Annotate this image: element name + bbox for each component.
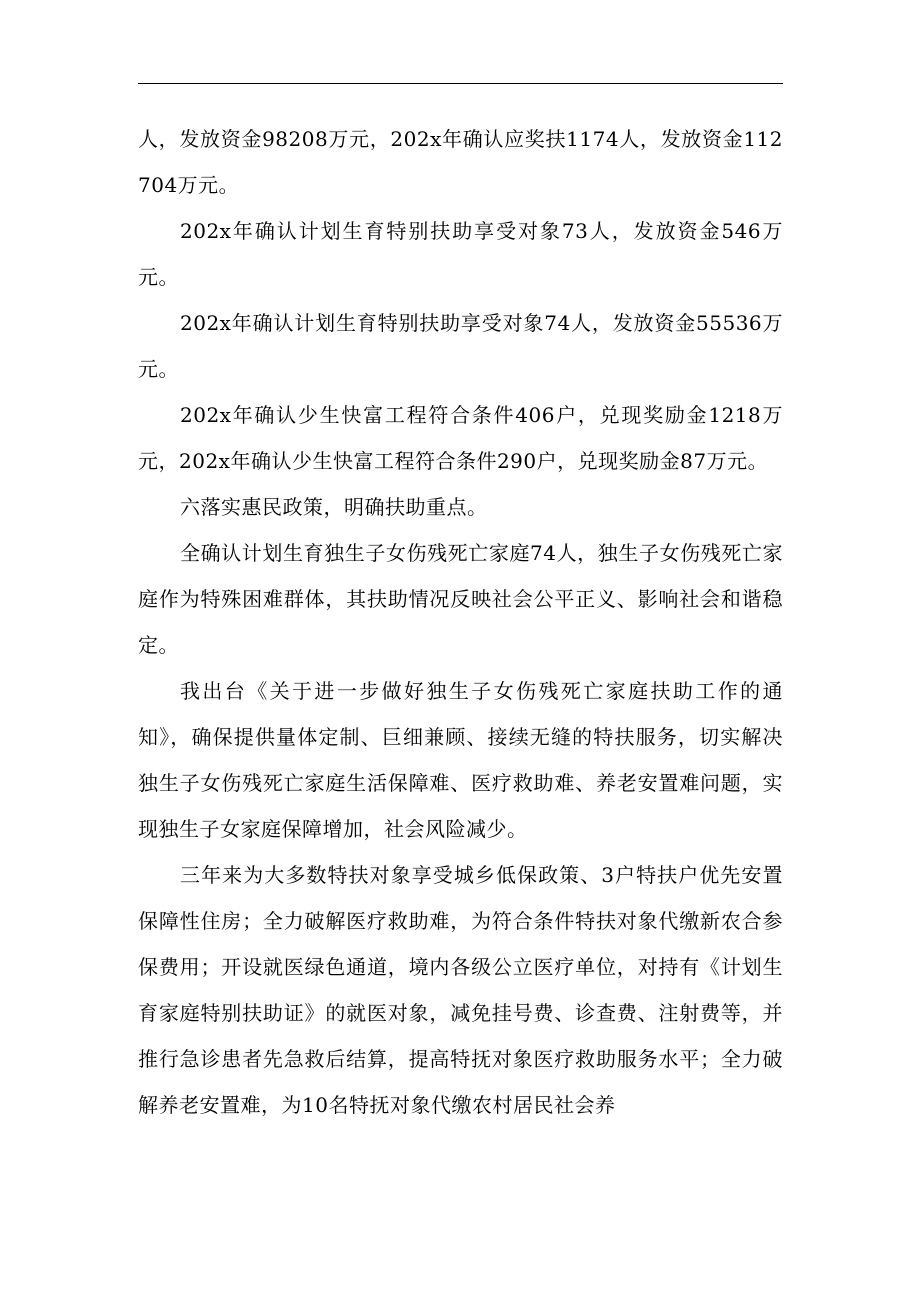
paragraph-1: 人，发放资金98208万元，202x年确认应奖扶1174人，发放资金112704万元。	[138, 127, 783, 197]
paragraph-7: 我出台《关于进一步做好独生子女伤残死亡家庭扶助工作的通知》，确保提供量体定制、巨细兼顾、接续无缝的特扶服务，切实解决独生子女伤残死亡家庭生活保障难、医疗救助难、养老安置难问题，实现独生子女家庭保障增加，社会风险减少。	[138, 679, 783, 841]
document-body	[138, 116, 783, 1128]
paragraph-2: 202x年确认计划生育特别扶助享受对象73人，发放资金546万元。	[138, 219, 783, 289]
paragraph-8: 三年来为大多数特扶对象享受城乡低保政策、3户特扶户优先安置保障性住房；全力破解医疗救助难，为符合条件特扶对象代缴新农合参保费用；开设就医绿色通道，境内各级公立医疗单位，对持有《计划生育家庭特别扶助证》的就医对象，减免挂号费、诊查费、注射费等，并推行急诊患者先急救后结算，提高特抚对象医疗救助服务水平；全力破解养老安置难，为10名特抚对象代缴农村居民社会养	[138, 863, 783, 1117]
header-rule	[138, 83, 783, 84]
paragraph-4: 202x年确认少生快富工程符合条件406户，兑现奖励金1218万元，202x年确认少生快富工程符合条件290户，兑现奖励金87万元。	[138, 403, 783, 473]
paragraph-6: 全确认计划生育独生子女伤残死亡家庭74人，独生子女伤残死亡家庭作为特殊困难群体，其扶助情况反映社会公平正义、影响社会和谐稳定。	[138, 541, 783, 657]
paragraph-3: 202x年确认计划生育特别扶助享受对象74人，发放资金55536万元。	[138, 311, 783, 381]
section-heading: 六落实惠民政策，明确扶助重点。	[180, 495, 488, 519]
